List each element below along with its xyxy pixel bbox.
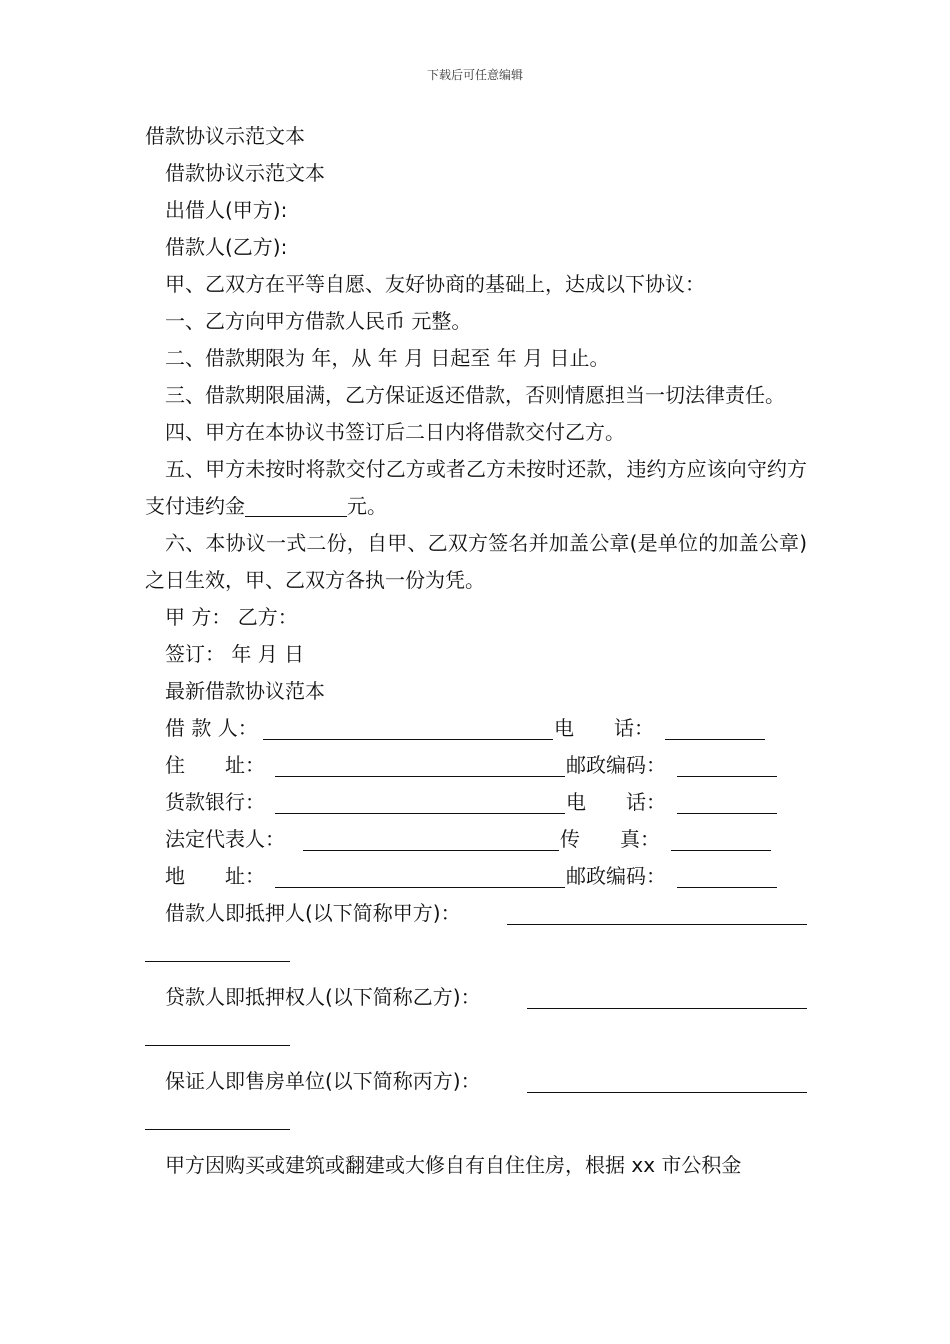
preamble: 甲、乙双方在平等自愿、友好协商的基础上，达成以下协议： [165, 272, 705, 296]
form-blank [263, 717, 553, 740]
parties-line: 甲 方： 乙方： [165, 605, 298, 629]
clause-5 [145, 451, 807, 525]
form-label: 货款银行： [165, 790, 265, 814]
party-row-mortgagor-cont [145, 932, 807, 969]
party-blank-cont [145, 1023, 290, 1046]
form-right-label: 邮政编码： [566, 864, 666, 888]
party-blank [527, 1070, 807, 1093]
page-header: 下载后可任意编辑 [426, 68, 523, 82]
party-row-mortgagee-cont [145, 1016, 807, 1053]
document-title: 借款协议示范文本 [145, 124, 305, 148]
form-right-blank [677, 865, 777, 888]
party-row-guarantor [145, 1063, 807, 1100]
penalty-blank [245, 494, 347, 517]
form-right-label: 电 话： [566, 790, 666, 814]
signed-date-line: 签订： 年 月 日 [165, 642, 305, 666]
form-blank [303, 828, 559, 851]
form-label: 法定代表人： [165, 827, 285, 851]
form-right-blank [677, 754, 777, 777]
form-right-label: 电 话： [554, 716, 654, 740]
template-title: 最新借款协议范本 [165, 679, 325, 703]
party-row-mortgagee [145, 979, 807, 1016]
form-right-blank [677, 791, 777, 814]
form-right-blank [671, 828, 771, 851]
clause-6: 六、本协议一式二份，自甲、乙双方签名并加盖公章(是单位的加盖公章)之日生效，甲、乙双方各执一份为凭。 [145, 531, 807, 592]
clause-5-end: 元。 [347, 494, 387, 518]
party-blank-cont [145, 939, 290, 962]
clause-3: 三、借款期限届满，乙方保证返还借款，否则情愿担当一切法律责任。 [165, 383, 785, 407]
form-label: 地 址： [165, 864, 265, 888]
final-line: 甲方因购买或建筑或翻建或大修自有自住住房，根据 xx 市公积金 [165, 1153, 742, 1177]
form-row-bank [145, 784, 807, 821]
clause-2: 二、借款期限为 年，从 年 月 日起至 年 月 日止。 [165, 346, 610, 370]
form-row-borrower [145, 710, 807, 747]
document-body [145, 118, 807, 1184]
borrower-line: 借款人(乙方): [165, 235, 288, 259]
party-row-guarantor-cont [145, 1100, 807, 1137]
form-blank [275, 865, 565, 888]
party-label: 贷款人即抵押权人(以下简称乙方)： [165, 985, 481, 1009]
form-right-blank [665, 717, 765, 740]
clause-4: 四、甲方在本协议书签订后二日内将借款交付乙方。 [165, 420, 625, 444]
party-blank [527, 986, 807, 1009]
lender-line: 出借人(甲方): [165, 198, 288, 222]
form-blank [275, 754, 565, 777]
form-label: 住 址： [165, 753, 265, 777]
form-label: 借 款 人： [165, 716, 258, 740]
party-blank [507, 902, 807, 925]
party-blank-cont [145, 1107, 290, 1130]
form-row-legal-rep [145, 821, 807, 858]
party-label: 借款人即抵押人(以下简称甲方)： [165, 901, 461, 925]
section-title: 借款协议示范文本 [165, 161, 325, 185]
party-label: 保证人即售房单位(以下简称丙方)： [165, 1069, 481, 1093]
form-right-label: 邮政编码： [566, 753, 666, 777]
form-row-address [145, 747, 807, 784]
form-blank [275, 791, 565, 814]
clause-1: 一、乙方向甲方借款人民币 元整。 [165, 309, 472, 333]
party-row-mortgagor [145, 895, 807, 932]
form-row-address-2 [145, 858, 807, 895]
clause-5-text: 五、甲方未按时将款交付乙方或者乙方未按时还款，违约方应该向守约方支付违约金 [145, 457, 807, 518]
form-right-label: 传 真： [560, 827, 660, 851]
